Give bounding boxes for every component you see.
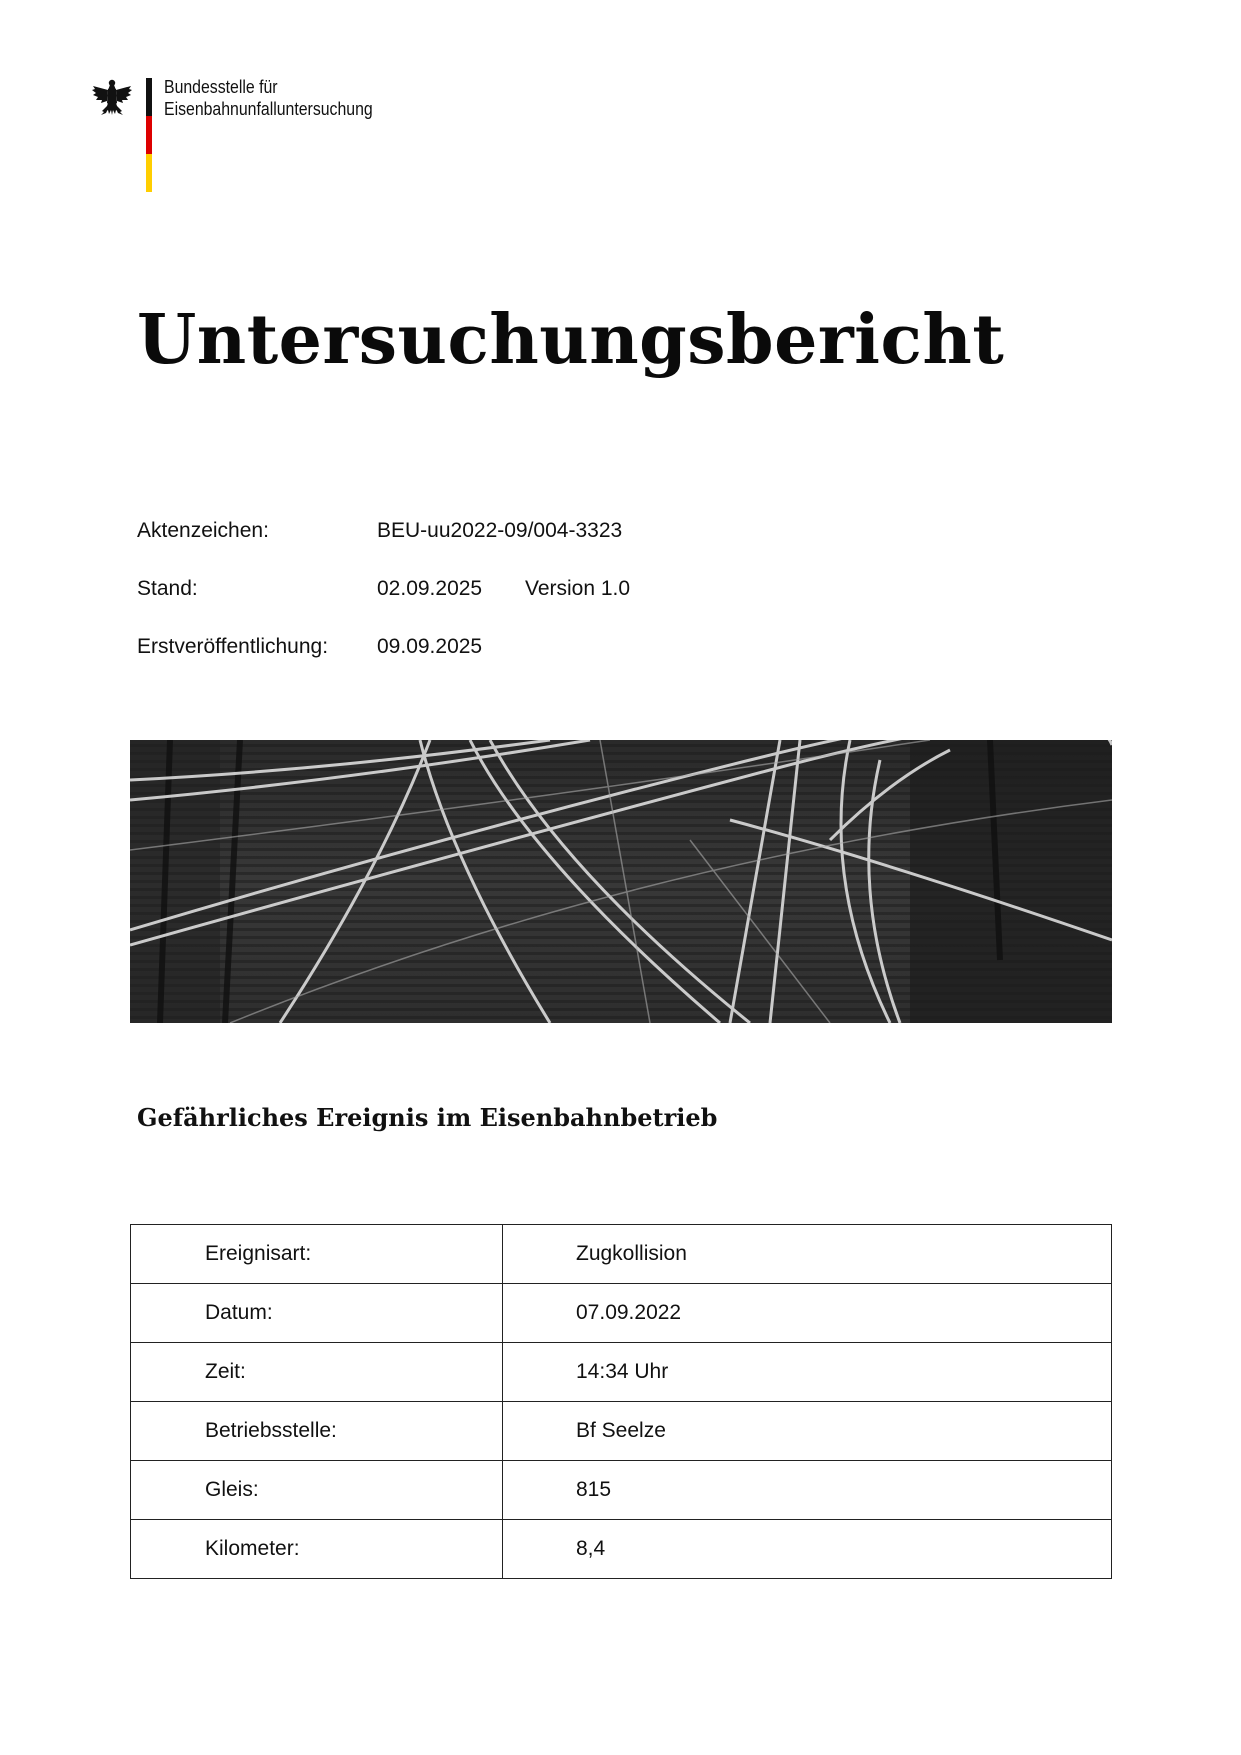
row-label: Gleis: xyxy=(131,1461,503,1520)
meta-value: 09.09.2025 xyxy=(377,635,483,658)
document-title: Untersuchungsbericht xyxy=(137,300,1005,380)
event-details-table xyxy=(130,1224,1112,1579)
meta-value: BEU-uu2022-09/004-3323 xyxy=(377,519,623,542)
authority-name xyxy=(164,76,373,120)
row-label: Ereignisart: xyxy=(131,1225,503,1284)
row-label: Zeit: xyxy=(131,1343,503,1402)
meta-label: Erstveröffentlichung: xyxy=(137,635,329,658)
federal-eagle-icon xyxy=(90,76,134,120)
flag-stripe xyxy=(146,78,152,192)
meta-label: Aktenzeichen: xyxy=(137,519,269,542)
row-value: Bf Seelze xyxy=(503,1402,1112,1461)
row-value: 07.09.2022 xyxy=(503,1284,1112,1343)
row-value: 815 xyxy=(503,1461,1112,1520)
table-row xyxy=(131,1343,1112,1402)
meta-version: Version 1.0 xyxy=(525,577,631,600)
table-row xyxy=(131,1284,1112,1343)
row-value: Zugkollision xyxy=(503,1225,1112,1284)
table-row xyxy=(131,1225,1112,1284)
railway-tracks-photo xyxy=(130,740,1112,1023)
row-label: Kilometer: xyxy=(131,1520,503,1579)
row-label: Betriebsstelle: xyxy=(131,1402,503,1461)
meta-label: Stand: xyxy=(137,577,198,600)
event-heading: Gefährliches Ereignis im Eisenbahnbetrieb xyxy=(137,1103,718,1132)
row-value: 14:34 Uhr xyxy=(503,1343,1112,1402)
authority-logo xyxy=(90,76,420,192)
table-row xyxy=(131,1520,1112,1579)
meta-value: 02.09.2025 xyxy=(377,577,483,600)
table-row xyxy=(131,1461,1112,1520)
table-row xyxy=(131,1402,1112,1461)
row-label: Datum: xyxy=(131,1284,503,1343)
row-value: 8,4 xyxy=(503,1520,1112,1579)
authority-name-line1: Bundesstelle für xyxy=(164,77,278,97)
authority-name-line2: Eisenbahnunfalluntersuchung xyxy=(164,99,373,119)
